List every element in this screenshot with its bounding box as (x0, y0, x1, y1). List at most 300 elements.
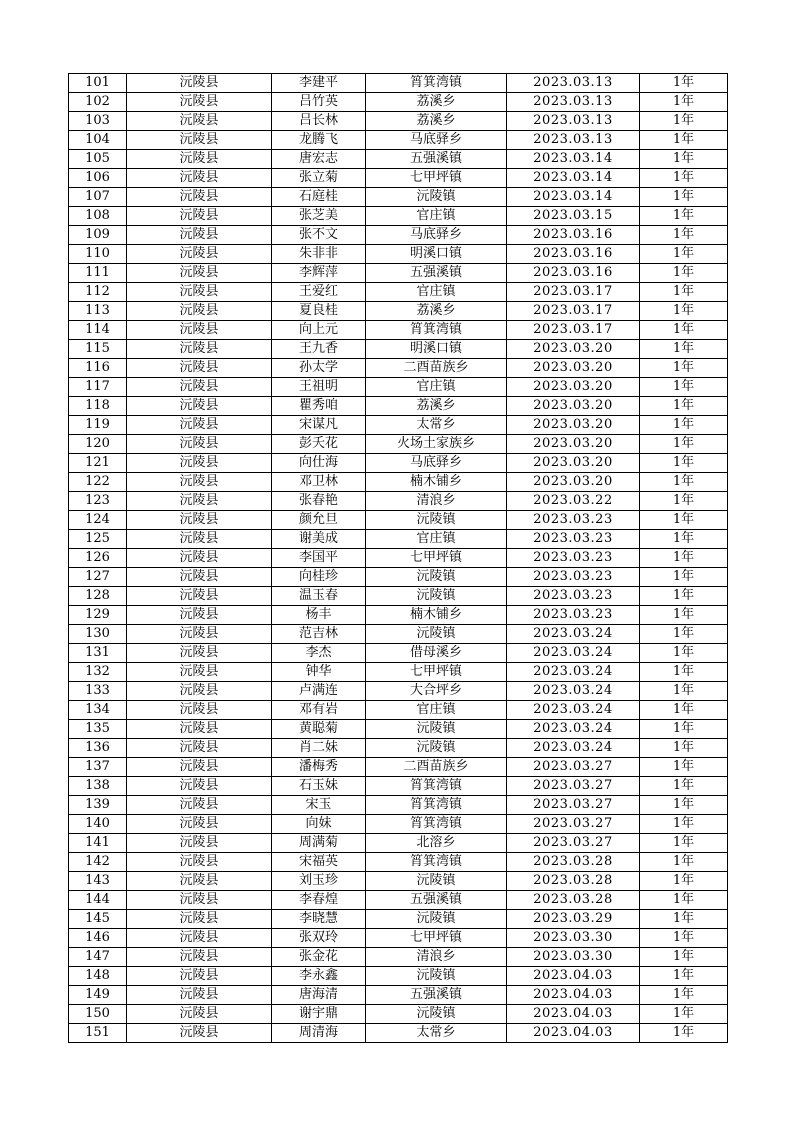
date-cell: 2023.03.24 (507, 682, 640, 701)
table-row (69, 758, 728, 777)
township-cell: 沅陵镇 (366, 568, 507, 587)
duration-cell: 1年 (640, 644, 728, 663)
duration-cell: 1年 (640, 815, 728, 834)
date-cell: 2023.03.17 (507, 321, 640, 340)
township-cell: 筲箕湾镇 (366, 74, 507, 93)
row-number-cell: 133 (69, 682, 127, 701)
date-cell: 2023.03.27 (507, 796, 640, 815)
duration-cell: 1年 (640, 796, 728, 815)
date-cell: 2023.03.27 (507, 758, 640, 777)
county-cell: 沅陵县 (127, 568, 272, 587)
row-number-cell: 121 (69, 454, 127, 473)
name-cell: 邓卫林 (272, 473, 366, 492)
township-cell: 沅陵镇 (366, 188, 507, 207)
township-cell: 筲箕湾镇 (366, 853, 507, 872)
duration-cell: 1年 (640, 302, 728, 321)
table-row (69, 511, 728, 530)
county-cell: 沅陵县 (127, 245, 272, 264)
township-cell: 五强溪镇 (366, 891, 507, 910)
duration-cell: 1年 (640, 777, 728, 796)
date-cell: 2023.03.29 (507, 910, 640, 929)
table-row (69, 568, 728, 587)
table-row (69, 910, 728, 929)
row-number-cell: 136 (69, 739, 127, 758)
county-cell: 沅陵县 (127, 682, 272, 701)
name-cell: 潘梅秀 (272, 758, 366, 777)
township-cell: 沅陵镇 (366, 910, 507, 929)
name-cell: 唐宏志 (272, 150, 366, 169)
date-cell: 2023.03.13 (507, 112, 640, 131)
row-number-cell: 106 (69, 169, 127, 188)
name-cell: 周清海 (272, 1024, 366, 1043)
row-number-cell: 134 (69, 701, 127, 720)
date-cell: 2023.04.03 (507, 967, 640, 986)
table-row (69, 625, 728, 644)
table-row (69, 796, 728, 815)
duration-cell: 1年 (640, 834, 728, 853)
name-cell: 王祖明 (272, 378, 366, 397)
township-cell: 沅陵镇 (366, 739, 507, 758)
row-number-cell: 131 (69, 644, 127, 663)
duration-cell: 1年 (640, 207, 728, 226)
county-cell: 沅陵县 (127, 207, 272, 226)
row-number-cell: 120 (69, 435, 127, 454)
county-cell: 沅陵县 (127, 378, 272, 397)
township-cell: 沅陵镇 (366, 587, 507, 606)
name-cell: 李春煌 (272, 891, 366, 910)
row-number-cell: 125 (69, 530, 127, 549)
duration-cell: 1年 (640, 245, 728, 264)
duration-cell: 1年 (640, 397, 728, 416)
township-cell: 明溪口镇 (366, 340, 507, 359)
township-cell: 官庄镇 (366, 207, 507, 226)
county-cell: 沅陵县 (127, 1005, 272, 1024)
row-number-cell: 129 (69, 606, 127, 625)
name-cell: 张立菊 (272, 169, 366, 188)
name-cell: 李辉萍 (272, 264, 366, 283)
duration-cell: 1年 (640, 1024, 728, 1043)
table-row (69, 834, 728, 853)
county-cell: 沅陵县 (127, 492, 272, 511)
county-cell: 沅陵县 (127, 1024, 272, 1043)
township-cell: 楠木铺乡 (366, 473, 507, 492)
date-cell: 2023.03.30 (507, 948, 640, 967)
duration-cell: 1年 (640, 416, 728, 435)
county-cell: 沅陵县 (127, 834, 272, 853)
county-cell: 沅陵县 (127, 606, 272, 625)
date-cell: 2023.03.23 (507, 549, 640, 568)
name-cell: 李永鑫 (272, 967, 366, 986)
name-cell: 石玉妹 (272, 777, 366, 796)
table-row (69, 530, 728, 549)
township-cell: 大合坪乡 (366, 682, 507, 701)
county-cell: 沅陵县 (127, 226, 272, 245)
county-cell: 沅陵县 (127, 112, 272, 131)
name-cell: 刘玉珍 (272, 872, 366, 891)
township-cell: 太常乡 (366, 1024, 507, 1043)
name-cell: 李建平 (272, 74, 366, 93)
county-cell: 沅陵县 (127, 644, 272, 663)
date-cell: 2023.04.03 (507, 1024, 640, 1043)
table-row (69, 549, 728, 568)
table-row (69, 321, 728, 340)
county-cell: 沅陵县 (127, 359, 272, 378)
date-cell: 2023.03.27 (507, 777, 640, 796)
township-cell: 七甲坪镇 (366, 169, 507, 188)
duration-cell: 1年 (640, 587, 728, 606)
table-row (69, 435, 728, 454)
township-cell: 七甲坪镇 (366, 549, 507, 568)
row-number-cell: 151 (69, 1024, 127, 1043)
name-cell: 王爱红 (272, 283, 366, 302)
duration-cell: 1年 (640, 435, 728, 454)
name-cell: 范吉林 (272, 625, 366, 644)
township-cell: 筲箕湾镇 (366, 796, 507, 815)
name-cell: 卢满连 (272, 682, 366, 701)
county-cell: 沅陵县 (127, 131, 272, 150)
township-cell: 太常乡 (366, 416, 507, 435)
township-cell: 荔溪乡 (366, 302, 507, 321)
township-cell: 五强溪镇 (366, 150, 507, 169)
name-cell: 张不文 (272, 226, 366, 245)
table-row (69, 302, 728, 321)
row-number-cell: 143 (69, 872, 127, 891)
county-cell: 沅陵县 (127, 530, 272, 549)
date-cell: 2023.03.15 (507, 207, 640, 226)
duration-cell: 1年 (640, 150, 728, 169)
row-number-cell: 117 (69, 378, 127, 397)
duration-cell: 1年 (640, 986, 728, 1005)
table-row (69, 264, 728, 283)
duration-cell: 1年 (640, 378, 728, 397)
duration-cell: 1年 (640, 1005, 728, 1024)
date-cell: 2023.03.20 (507, 359, 640, 378)
name-cell: 夏良桂 (272, 302, 366, 321)
duration-cell: 1年 (640, 663, 728, 682)
row-number-cell: 126 (69, 549, 127, 568)
county-cell: 沅陵县 (127, 283, 272, 302)
table-body (69, 74, 728, 1043)
duration-cell: 1年 (640, 131, 728, 150)
date-cell: 2023.03.24 (507, 701, 640, 720)
township-cell: 马底驿乡 (366, 226, 507, 245)
row-number-cell: 110 (69, 245, 127, 264)
duration-cell: 1年 (640, 359, 728, 378)
name-cell: 李晓慧 (272, 910, 366, 929)
township-cell: 五强溪镇 (366, 986, 507, 1005)
township-cell: 北溶乡 (366, 834, 507, 853)
township-cell: 七甲坪镇 (366, 663, 507, 682)
row-number-cell: 108 (69, 207, 127, 226)
date-cell: 2023.03.13 (507, 93, 640, 112)
table-row (69, 226, 728, 245)
county-cell: 沅陵县 (127, 663, 272, 682)
table-row (69, 606, 728, 625)
row-number-cell: 122 (69, 473, 127, 492)
duration-cell: 1年 (640, 625, 728, 644)
row-number-cell: 103 (69, 112, 127, 131)
row-number-cell: 140 (69, 815, 127, 834)
row-number-cell: 144 (69, 891, 127, 910)
name-cell: 颜允旦 (272, 511, 366, 530)
duration-cell: 1年 (640, 701, 728, 720)
duration-cell: 1年 (640, 112, 728, 131)
row-number-cell: 105 (69, 150, 127, 169)
county-cell: 沅陵县 (127, 948, 272, 967)
duration-cell: 1年 (640, 93, 728, 112)
township-cell: 五强溪镇 (366, 264, 507, 283)
duration-cell: 1年 (640, 682, 728, 701)
date-cell: 2023.03.16 (507, 264, 640, 283)
duration-cell: 1年 (640, 606, 728, 625)
table-row (69, 188, 728, 207)
township-cell: 筲箕湾镇 (366, 777, 507, 796)
table-row (69, 283, 728, 302)
township-cell: 沅陵镇 (366, 720, 507, 739)
date-cell: 2023.03.28 (507, 872, 640, 891)
township-cell: 沅陵镇 (366, 511, 507, 530)
name-cell: 石庭桂 (272, 188, 366, 207)
table-row (69, 454, 728, 473)
row-number-cell: 107 (69, 188, 127, 207)
county-cell: 沅陵县 (127, 891, 272, 910)
county-cell: 沅陵县 (127, 511, 272, 530)
row-number-cell: 109 (69, 226, 127, 245)
date-cell: 2023.03.14 (507, 169, 640, 188)
table-row (69, 739, 728, 758)
name-cell: 向仕海 (272, 454, 366, 473)
table-row (69, 701, 728, 720)
row-number-cell: 137 (69, 758, 127, 777)
name-cell: 谢美成 (272, 530, 366, 549)
row-number-cell: 114 (69, 321, 127, 340)
duration-cell: 1年 (640, 340, 728, 359)
county-cell: 沅陵县 (127, 701, 272, 720)
date-cell: 2023.03.16 (507, 226, 640, 245)
name-cell: 唐海清 (272, 986, 366, 1005)
table-row (69, 492, 728, 511)
township-cell: 马底驿乡 (366, 131, 507, 150)
date-cell: 2023.03.23 (507, 587, 640, 606)
table-row (69, 112, 728, 131)
county-cell: 沅陵县 (127, 720, 272, 739)
table-row (69, 872, 728, 891)
date-cell: 2023.03.24 (507, 739, 640, 758)
county-cell: 沅陵县 (127, 758, 272, 777)
table-row (69, 948, 728, 967)
date-cell: 2023.03.16 (507, 245, 640, 264)
county-cell: 沅陵县 (127, 188, 272, 207)
date-cell: 2023.03.28 (507, 891, 640, 910)
township-cell: 七甲坪镇 (366, 929, 507, 948)
date-cell: 2023.03.23 (507, 530, 640, 549)
row-number-cell: 128 (69, 587, 127, 606)
name-cell: 吕长林 (272, 112, 366, 131)
table-row (69, 891, 728, 910)
duration-cell: 1年 (640, 891, 728, 910)
duration-cell: 1年 (640, 188, 728, 207)
date-cell: 2023.03.17 (507, 302, 640, 321)
table-row (69, 131, 728, 150)
row-number-cell: 130 (69, 625, 127, 644)
table-row (69, 929, 728, 948)
table-row (69, 150, 728, 169)
table-row (69, 74, 728, 93)
county-cell: 沅陵县 (127, 796, 272, 815)
table-row (69, 1024, 728, 1043)
township-cell: 筲箕湾镇 (366, 321, 507, 340)
table-row (69, 397, 728, 416)
table-row (69, 587, 728, 606)
name-cell: 肖二妹 (272, 739, 366, 758)
date-cell: 2023.03.20 (507, 378, 640, 397)
row-number-cell: 119 (69, 416, 127, 435)
county-cell: 沅陵县 (127, 549, 272, 568)
name-cell: 王九香 (272, 340, 366, 359)
duration-cell: 1年 (640, 169, 728, 188)
duration-cell: 1年 (640, 948, 728, 967)
name-cell: 邓有岩 (272, 701, 366, 720)
name-cell: 宋玉 (272, 796, 366, 815)
name-cell: 向妹 (272, 815, 366, 834)
name-cell: 孙太学 (272, 359, 366, 378)
duration-cell: 1年 (640, 568, 728, 587)
county-cell: 沅陵县 (127, 986, 272, 1005)
name-cell: 张双玲 (272, 929, 366, 948)
table-row (69, 207, 728, 226)
township-cell: 二酉苗族乡 (366, 359, 507, 378)
date-cell: 2023.03.20 (507, 416, 640, 435)
name-cell: 张芝美 (272, 207, 366, 226)
county-cell: 沅陵县 (127, 739, 272, 758)
county-cell: 沅陵县 (127, 910, 272, 929)
name-cell: 向上元 (272, 321, 366, 340)
township-cell: 筲箕湾镇 (366, 815, 507, 834)
name-cell: 张金花 (272, 948, 366, 967)
duration-cell: 1年 (640, 967, 728, 986)
county-cell: 沅陵县 (127, 815, 272, 834)
township-cell: 清浪乡 (366, 492, 507, 511)
duration-cell: 1年 (640, 853, 728, 872)
table-row (69, 93, 728, 112)
name-cell: 杨丰 (272, 606, 366, 625)
name-cell: 谢宇鼎 (272, 1005, 366, 1024)
township-cell: 沅陵镇 (366, 625, 507, 644)
duration-cell: 1年 (640, 910, 728, 929)
table-row (69, 720, 728, 739)
township-cell: 荔溪乡 (366, 93, 507, 112)
township-cell: 沅陵镇 (366, 1005, 507, 1024)
date-cell: 2023.03.28 (507, 853, 640, 872)
duration-cell: 1年 (640, 929, 728, 948)
date-cell: 2023.03.13 (507, 74, 640, 93)
county-cell: 沅陵县 (127, 93, 272, 112)
date-cell: 2023.03.30 (507, 929, 640, 948)
county-cell: 沅陵县 (127, 872, 272, 891)
row-number-cell: 115 (69, 340, 127, 359)
name-cell: 钟华 (272, 663, 366, 682)
table-row (69, 853, 728, 872)
row-number-cell: 116 (69, 359, 127, 378)
row-number-cell: 102 (69, 93, 127, 112)
county-cell: 沅陵县 (127, 473, 272, 492)
name-cell: 宋谋凡 (272, 416, 366, 435)
row-number-cell: 147 (69, 948, 127, 967)
date-cell: 2023.03.17 (507, 283, 640, 302)
county-cell: 沅陵县 (127, 264, 272, 283)
date-cell: 2023.04.03 (507, 986, 640, 1005)
name-cell: 彭夭花 (272, 435, 366, 454)
row-number-cell: 139 (69, 796, 127, 815)
township-cell: 官庄镇 (366, 530, 507, 549)
county-cell: 沅陵县 (127, 397, 272, 416)
duration-cell: 1年 (640, 283, 728, 302)
county-cell: 沅陵县 (127, 150, 272, 169)
table-row (69, 473, 728, 492)
row-number-cell: 124 (69, 511, 127, 530)
township-cell: 官庄镇 (366, 378, 507, 397)
table-row (69, 967, 728, 986)
table-row (69, 169, 728, 188)
name-cell: 龙腾飞 (272, 131, 366, 150)
row-number-cell: 138 (69, 777, 127, 796)
duration-cell: 1年 (640, 530, 728, 549)
township-cell: 官庄镇 (366, 701, 507, 720)
row-number-cell: 132 (69, 663, 127, 682)
duration-cell: 1年 (640, 321, 728, 340)
duration-cell: 1年 (640, 720, 728, 739)
county-cell: 沅陵县 (127, 625, 272, 644)
duration-cell: 1年 (640, 454, 728, 473)
date-cell: 2023.03.24 (507, 663, 640, 682)
date-cell: 2023.03.14 (507, 150, 640, 169)
row-number-cell: 123 (69, 492, 127, 511)
date-cell: 2023.03.14 (507, 188, 640, 207)
row-number-cell: 111 (69, 264, 127, 283)
table-row (69, 340, 728, 359)
duration-cell: 1年 (640, 74, 728, 93)
duration-cell: 1年 (640, 226, 728, 245)
table-row (69, 682, 728, 701)
row-number-cell: 141 (69, 834, 127, 853)
duration-cell: 1年 (640, 492, 728, 511)
county-cell: 沅陵县 (127, 454, 272, 473)
date-cell: 2023.03.20 (507, 454, 640, 473)
row-number-cell: 118 (69, 397, 127, 416)
duration-cell: 1年 (640, 511, 728, 530)
name-cell: 宋福英 (272, 853, 366, 872)
table-row (69, 359, 728, 378)
name-cell: 温玉春 (272, 587, 366, 606)
date-cell: 2023.03.13 (507, 131, 640, 150)
date-cell: 2023.03.27 (507, 834, 640, 853)
township-cell: 马底驿乡 (366, 454, 507, 473)
name-cell: 瞿秀咱 (272, 397, 366, 416)
table-row (69, 378, 728, 397)
date-cell: 2023.03.24 (507, 720, 640, 739)
date-cell: 2023.04.03 (507, 1005, 640, 1024)
row-number-cell: 101 (69, 74, 127, 93)
table-row (69, 663, 728, 682)
county-cell: 沅陵县 (127, 777, 272, 796)
table-row (69, 644, 728, 663)
township-cell: 荔溪乡 (366, 397, 507, 416)
table-row (69, 1005, 728, 1024)
county-cell: 沅陵县 (127, 169, 272, 188)
township-cell: 火场土家族乡 (366, 435, 507, 454)
township-cell: 明溪口镇 (366, 245, 507, 264)
township-cell: 借母溪乡 (366, 644, 507, 663)
